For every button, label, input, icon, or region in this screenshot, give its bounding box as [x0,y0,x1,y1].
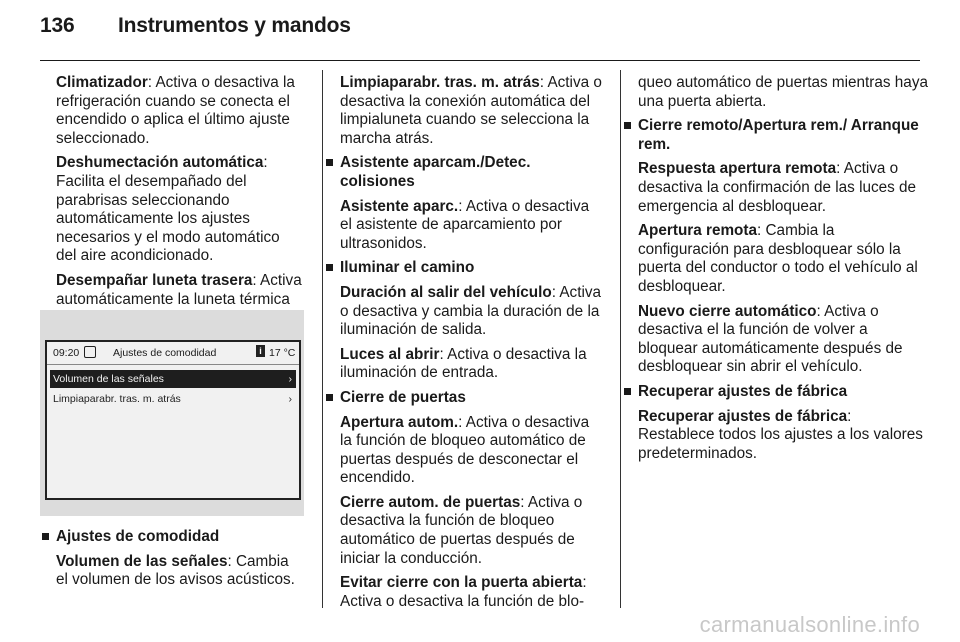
watermark: carmanualsonline.info [699,612,920,637]
bullet-asistente-aparcam: Asistente aparcam./Detec. colisiones [340,154,604,191]
chevron-right-icon: › [288,373,292,385]
description: : Activa o desactiva el la función de volver a bloquear automáticamente después de desbloquear sin abrir el vehículo. [638,302,903,376]
term: Recuperar ajustes de fábrica [638,407,848,425]
paragraph-apertura-remota [638,222,928,296]
menu-item-limpiaparabrisas[interactable] [50,390,296,408]
description: : Activa o desactiva la refrigeración cuando se conecta el encendido o aplica el último ajuste seleccionado. [56,74,295,147]
page-number: 136 [40,14,75,37]
paragraph-continuation: queo automático de puertas mientras haya una puerta abierta. [638,74,928,110]
column-2 [340,74,604,617]
header-rule [40,60,920,61]
term: Evitar cierre con la puerta abierta [340,574,583,592]
description: : Activa automáticamente la luneta térmica [56,271,302,308]
bullet-iluminar-camino: Iluminar el camino [340,259,604,278]
bullet-ajustes-comodidad: Ajustes de comodidad [56,528,304,547]
term: Duración al salir del vehículo [340,283,552,301]
term: Cierre autom. de puertas [340,493,521,511]
bullet-cierre-puertas: Cierre de puertas [340,389,604,408]
description: : Activa o desactiva y cambia la duración de la iluminación de salida. [340,283,601,339]
term: Volumen de las señales [56,552,228,570]
term: Asistente aparc. [340,197,459,215]
description: : Activa o desactiva la función de bloqueo automático de puertas después de iniciar la conducción. [340,493,583,567]
menu-item-label: Volumen de las señales [53,373,164,385]
column-1 [56,74,304,334]
display-title: Ajustes de comodidad [113,347,217,359]
description: : Restablece todos los ajustes a los valores predeterminados. [638,407,923,462]
term: Nuevo cierre automático [638,302,817,320]
paragraph-luces-abrir [340,346,604,383]
term: Climatizador [56,74,148,91]
description: : Activa o desactiva la conexión automática del limpialuneta cuando se selecciona la marcha atrás. [340,74,602,147]
bullet-recuperar-ajustes: Recuperar ajustes de fábrica [638,383,928,402]
display-status-bar [47,342,299,365]
paragraph-volumen [56,553,304,590]
paragraph-duracion-salir [340,284,604,340]
paragraph-apertura-autom [340,414,604,488]
paragraph-asistente-aparc [340,198,604,254]
description: : Activa o desactiva la confirmación de las luces de emergencia al desbloquear. [638,160,917,215]
paragraph-evitar-cierre [340,574,604,611]
description: : Activa o desactiva el asistente de aparcamiento por ultrasonidos. [340,197,590,252]
description: : Cambia la configuración para desbloquear sólo la puerta del conductor o todo el vehículo al desbloquear. [638,222,918,295]
clock-icon [84,346,96,358]
column-3 [638,74,928,469]
description: : Activa o desactiva la función de blo- [340,574,587,610]
column-divider-2 [620,70,621,608]
description: : Cambia el volumen de los avisos acústicos. [56,552,295,589]
display-screen [45,340,301,500]
paragraph-nuevo-cierre [638,303,928,377]
column-divider-1 [322,70,323,608]
display-illustration [40,310,304,516]
term: Apertura autom. [340,413,459,431]
menu-item-label: Limpiaparabr. tras. m. atrás [53,393,181,405]
bullet-cierre-remoto: Cierre remoto/Apertura rem./ Arranque rem. [638,117,928,154]
description: : Activa o desactiva la iluminación de entrada. [340,345,587,382]
term: Limpiaparabr. tras. m. atrás [340,74,540,91]
display-time: 09:20 [53,347,80,359]
paragraph-climatizador [56,74,304,148]
term: Desempañar luneta trasera [56,271,253,289]
term: Apertura remota [638,222,758,240]
term: Respuesta apertura remota [638,160,837,178]
description: : Activa o desactiva la función de bloqueo automático de puertas después de desconectar el encendido. [340,413,590,487]
page-header [40,14,351,38]
column-1-lower [56,528,304,596]
paragraph-recuperar-ajustes [638,408,928,464]
description: : Facilita el desempañado del parabrisas seleccionando automáticamente los ajustes necesarios y el modo automático del aire acondicionado. [56,154,280,265]
paragraph-limpiaparabrisas [340,74,604,148]
paragraph-respuesta-apertura [638,160,928,216]
page-title: Instrumentos y mandos [118,14,351,37]
paragraph-deshumectacion [56,154,304,266]
info-icon: i [256,345,265,357]
paragraph-cierre-autom [340,494,604,568]
display-temperature: 17 °C [269,347,296,359]
term: Luces al abrir [340,345,440,363]
menu-item-volumen[interactable] [50,370,296,388]
term: Deshumectación automática [56,154,264,172]
chevron-right-icon: › [288,393,292,405]
